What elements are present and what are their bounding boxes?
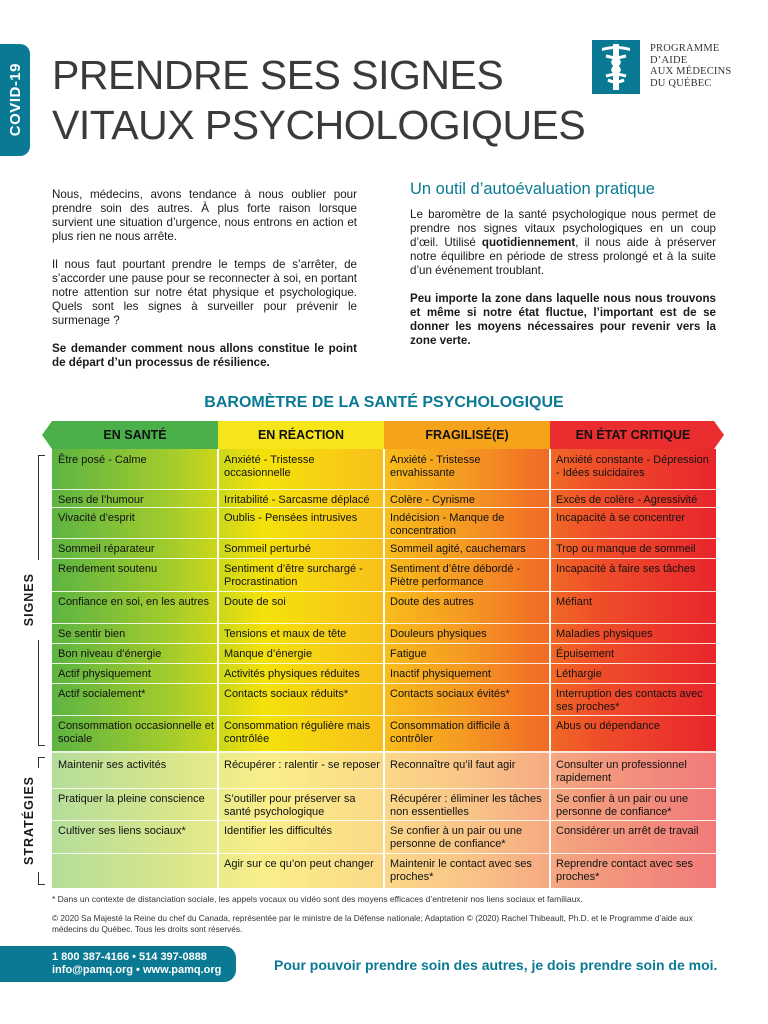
sign-cell-fragile: Consommation difficile à contrôler	[390, 720, 510, 745]
tagline: Pour pouvoir prendre soin des autres, je dois prendre soin de moi.	[274, 957, 718, 973]
column-header-critical: EN ÉTAT CRITIQUE	[575, 428, 691, 442]
sign-cell-reacting: Doute de soi	[224, 596, 286, 608]
sign-cell-fragile: Anxiété - Tristesse envahissante	[390, 454, 481, 479]
copyright-notice: © 2020 Sa Majesté la Reine du chef du Canada, représentée par le ministre de la Défense nationale; Adaptation © (2020) Rachel Thibeault, Ph.D. et le Programme d’aide aux médecins du Québec. Tous les droits sont réservés.	[52, 913, 693, 934]
sign-cell-healthy: Être posé - Calme	[58, 454, 147, 466]
sign-cell-critical: Anxiété constante - Dépression - Idées suicidaires	[556, 454, 709, 479]
covid-label: COVID-19	[6, 63, 24, 137]
sign-cell-fragile: Indécision - Manque de concentration	[390, 512, 505, 537]
intro-emphasis: Se demander comment nous allons constitue le point de départ d’un processus de résilience.	[52, 342, 357, 369]
caduceus-icon	[592, 40, 640, 94]
sign-cell-reacting: Contacts sociaux réduits*	[224, 688, 349, 700]
strategy-cell-fragile: Se confier à un pair ou une personne de confiance*	[390, 825, 523, 850]
strategies-label-text: STRATÉGIES	[22, 775, 36, 865]
sign-cell-fragile: Douleurs physiques	[390, 628, 487, 640]
strategy-cell-fragile: Maintenir le contact avec ses proches*	[390, 858, 532, 883]
sign-cell-fragile: Inactif physiquement	[390, 668, 491, 680]
sign-cell-fragile: Sommeil agité, cauchemars	[390, 543, 526, 555]
sign-cell-healthy: Bon niveau d’énergie	[58, 648, 162, 660]
sign-cell-reacting: Activités physiques réduites	[224, 668, 360, 680]
web-contacts[interactable]: info@pamq.org • www.pamq.org	[52, 964, 222, 976]
sign-cell-healthy: Actif socialement*	[58, 688, 146, 700]
logo-line: DU QUÉBEC	[650, 77, 712, 89]
sign-cell-fragile: Sentiment d’être débordé - Piètre performance	[390, 563, 521, 588]
sign-cell-reacting: Irritabilité - Sarcasme déplacé	[224, 494, 370, 506]
page-title	[52, 50, 592, 150]
strategy-cell-reacting: S’outiller pour préserver sa santé psychologique	[224, 793, 356, 818]
sign-cell-healthy: Se sentir bien	[58, 628, 126, 640]
sign-cell-fragile: Doute des autres	[390, 596, 474, 608]
title-line-1: PRENDRE SES SIGNES	[52, 52, 504, 98]
sign-cell-critical: Incapacité à faire ses tâches	[556, 563, 696, 575]
tool-emphasis: quotidiennement	[481, 236, 576, 249]
logo-line: D’AIDE	[650, 54, 688, 66]
strategy-cell-reacting: Récupérer : ralentir - se reposer	[224, 759, 380, 771]
signs-label-text: SIGNES	[22, 573, 36, 627]
logo-line: AUX MÉDECINS	[650, 66, 732, 77]
contact-box	[0, 946, 236, 982]
sign-cell-critical: Trop ou manque de sommeil	[556, 543, 696, 555]
strategy-cell-fragile: Reconnaître qu’il faut agir	[390, 759, 516, 771]
phone-numbers: 1 800 387-4166 • 514 397-0888	[52, 951, 207, 963]
signs-label	[18, 560, 40, 640]
strategy-cell-healthy: Maintenir ses activités	[58, 759, 167, 771]
sign-cell-healthy: Sens de l’humour	[58, 494, 144, 506]
sign-cell-healthy: Confiance en soi, en les autres	[58, 596, 210, 608]
tool-emphasis-paragraph: Peu importe la zone dans laquelle nous nous trouvons et même si notre état fluctue, l’important est de se donner les moyens nécessaires pour revenir vers la zone verte.	[410, 292, 716, 347]
sign-cell-critical: Léthargie	[556, 668, 602, 680]
strategy-cell-healthy: Pratiquer la pleine conscience	[58, 793, 205, 805]
strategy-cell-critical: Reprendre contact avec ses proches*	[556, 858, 693, 883]
strategy-cell-critical: Se confier à un pair ou une personne de confiance*	[556, 793, 689, 818]
strategy-cell-fragile: Récupérer : éliminer les tâches non essentielles	[390, 793, 542, 818]
strategies-label	[18, 768, 40, 872]
sign-cell-healthy: Vivacité d’esprit	[58, 512, 135, 524]
sign-cell-reacting: Oublis - Pensées intrusives	[224, 512, 358, 524]
column-header-reacting: EN RÉACTION	[257, 428, 345, 442]
tool-heading: Un outil d’autoévaluation pratique	[410, 180, 655, 198]
covid-side-tab	[0, 44, 30, 156]
intro-paragraph: Il nous faut pourtant prendre le temps de s’arrêter, de s’accorder une pause pour se reconnecter à soi, en portant notre attention sur notre état physique et psychologique. Quels sont les signes à surveiller pour prévenir le surmenage ?	[52, 258, 357, 327]
sign-cell-critical: Abus ou dépendance	[556, 720, 660, 732]
intro-right-column	[410, 182, 716, 362]
sign-cell-critical: Épuisement	[556, 648, 615, 660]
logo-text	[650, 40, 731, 100]
sign-cell-healthy: Actif physiquement	[58, 668, 151, 680]
column-header-fragile: FRAGILISÉ(E)	[425, 428, 509, 442]
sign-cell-reacting: Anxiété - Tristesse occasionnelle	[224, 454, 315, 479]
strategy-cell-critical: Considérer un arrêt de travail	[556, 825, 699, 837]
strategy-cell-reacting: Identifier les difficultés	[224, 825, 333, 837]
footnote: * Dans un contexte de distanciation sociale, les appels vocaux ou vidéo sont des moyens efficaces d’entretenir nos liens sociaux et familiaux.	[52, 894, 583, 904]
sign-cell-healthy: Rendement soutenu	[58, 563, 158, 575]
barometer-title: BAROMÈTRE DE LA SANTÉ PSYCHOLOGIQUE	[204, 394, 564, 411]
sign-cell-critical: Maladies physiques	[556, 628, 653, 640]
strategy-cell-critical: Consulter un professionnel rapidement	[556, 759, 687, 784]
column-header-healthy: EN SANTÉ	[103, 428, 167, 442]
strategy-cell-healthy: Cultiver ses liens sociaux*	[58, 825, 186, 837]
tool-text: , il nous aide à préserver notre équilibre en période de stress prolongé et à la suite d’un événement troublant.	[410, 236, 716, 277]
sign-cell-fragile: Fatigue	[390, 648, 427, 660]
sign-cell-reacting: Manque d’énergie	[224, 648, 313, 660]
sign-cell-critical: Excès de colère - Agressivité	[556, 494, 698, 506]
sign-cell-healthy: Consommation occasionnelle et sociale	[58, 720, 214, 745]
sign-cell-reacting: Sommeil perturbé	[224, 543, 311, 555]
title-line-2: VITAUX PSYCHOLOGIQUES	[52, 102, 586, 148]
sign-cell-reacting: Tensions et maux de tête	[224, 628, 347, 640]
logo-line: PROGRAMME	[650, 43, 720, 54]
sign-cell-critical: Interruption des contacts avec ses proches*	[556, 688, 703, 713]
pamq-logo	[592, 40, 752, 100]
intro-left-column	[52, 188, 357, 384]
sign-cell-fragile: Contacts sociaux évités*	[390, 688, 510, 700]
sign-cell-reacting: Consommation régulière mais contrôlée	[224, 720, 371, 745]
tool-text: Le baromètre de la santé psychologique nous permet de prendre nos signes vitaux psychologiques en un coup d’œil. Utilisé	[410, 208, 716, 249]
sign-cell-fragile: Colère - Cynisme	[390, 494, 475, 506]
sign-cell-critical: Incapacité à se concentrer	[556, 512, 686, 524]
sign-cell-critical: Méfiant	[556, 596, 593, 608]
intro-paragraph: Nous, médecins, avons tendance à nous oublier pour prendre soin des autres. À plus forte raison lorsque survient une situation d’urgence, nous entrons en action et plus rien ne nous arrête.	[52, 188, 357, 243]
tool-paragraph	[410, 208, 716, 278]
sign-cell-healthy: Sommeil réparateur	[58, 543, 155, 555]
sign-cell-reacting: Sentiment d’être surchargé - Procrastination	[224, 563, 363, 588]
strategy-cell-reacting: Agir sur ce qu’on peut changer	[224, 858, 374, 870]
